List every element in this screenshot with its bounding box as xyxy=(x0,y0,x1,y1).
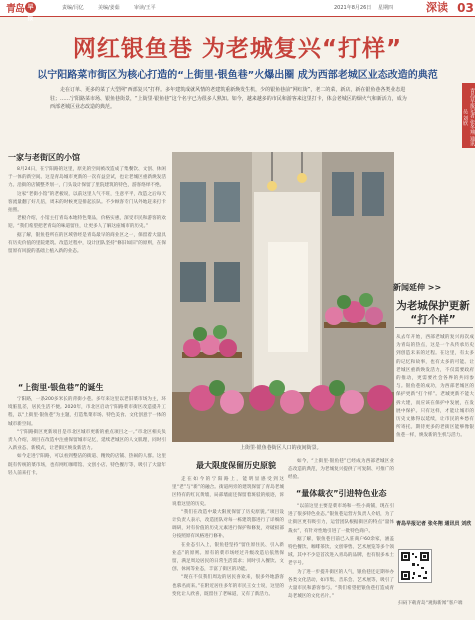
qr-caption: 扫码下载青岛“观海新闻”客户端 xyxy=(398,601,463,606)
article-column-1 xyxy=(8,166,166,366)
section-title-col1: 一家与老街区的小馆 xyxy=(8,153,80,162)
paragraph: 据了解，银鱼巷目前已入驻商户60余家，涵盖特色餐饮、咖啡茶饮、文创零售、艺术展览等多个领域。其中不少是首次进入青岛的品牌，也有很多本土老字号。 xyxy=(288,536,394,567)
paragraph: 据了解，银鱼巷所在的区域曾经是青岛最早的商业区之一，保留着大量具有历史价值的里院建筑。改造过程中，设计团队坚持“修旧如旧”的原则，在保留原有风貌的基础上植入新的业态。 xyxy=(8,232,166,255)
issue-weekday: 星期四 xyxy=(378,5,394,11)
photo-caption: 上街里·银鱼巷街区人口的夜间街景。 xyxy=(240,445,322,451)
page-headline: 网红银鱼巷 为老城复兴“打样” xyxy=(72,36,403,62)
newspaper-logo xyxy=(6,1,36,22)
article-column-1b xyxy=(8,396,166,608)
article-column-2 xyxy=(172,476,284,612)
paragraph: 在业态引入上，银鱼巷坚持“留住原住民、引入新业态”的原则。原有的菜市场经过升级改造后依然保留，满足周边居民的日常生活需求；同时引入餐饮、文创、休闲等业态，丰富了街区的功能。 xyxy=(172,542,284,573)
paragraph: “宁阳路街区更新项目是市北区城市更新的重点项目之一。”市北区相关负责人介绍，项目在改造中注重保留城市记忆，延续老城区的人文肌理，同时引入新业态、新模式，让老街区焕发新活力。 xyxy=(8,429,166,452)
masthead-bar xyxy=(0,0,475,22)
paragraph: 走在如今的宁阳路上，能明显感受到这里“老”与“新”的融合。街道两旁的建筑保留了青岛老城区特有的红瓦黄墙，局部墙面还保留着斑驳的痕迹，诉说着这里的历史。 xyxy=(172,477,284,507)
section-title-col3: “量体裁衣”引进特色业态 xyxy=(296,489,387,498)
editorial-heading-line2: “打个样” xyxy=(410,314,456,326)
editor-credit: 责编/闫亿 xyxy=(62,5,84,11)
section-title-col1b: “上街里·银鱼巷”的诞生 xyxy=(18,383,104,392)
paragraph: 如今走进宁阳路，可以看到整洁的街道、精致的店铺、热闹的人群。这里既有传统的菜市场，也有网红咖啡馆、文创小店、特色餐厅等，吸引了大量年轻人前来打卡。 xyxy=(8,454,166,476)
page-number: 03 xyxy=(457,1,474,15)
street-photo-illustration xyxy=(172,152,394,442)
paragraph: 为了进一步提升街区的人气，银鱼巷还定期举办各类文化活动，如市集、音乐会、艺术展等，吸引了大量市民和游客参与。“我们希望把银鱼巷打造成青岛老城区的文化名片。” xyxy=(288,569,394,600)
page-subhead: 以宁阳路菜市街区为核心打造的“上街里·银鱼巷”火爆出圈 成为西部老城区业态改造的典范 xyxy=(37,70,438,81)
lead-paragraph: 走在订单、更多的菜了大型网“西部复兴”打样。多年建筑成就风情的老建筑重新焕发生机，少的银鱼巷前“网红街”，老二的菜，新店，新在银鱼巷各类业态进驻；……宁阳路菜市场、银鱼巷街景，“上街里·银鱼巷”这个名字已为很多人熟知。如今，越来越多的市民和游客来这里打卡，体会老城区的烟火气和新活力，成为西部老城区业态改造的典范。 xyxy=(50,87,407,111)
editorial-heading-line1: 为老城保护更新 xyxy=(396,300,470,312)
paragraph: 8月24日，在宁阳路的这里，原先的空间被改造成了集餐饮、文创、休闲于一体的新空间。这是青岛城市更新的一次有益尝试，也让老城区重新焕发活力。沿街的店铺整齐划一，门头设计保留了里院建筑的特色，游客络绎不绝。 xyxy=(8,167,166,189)
editorial-tag: 新闻延伸 >> xyxy=(393,283,442,292)
paragraph: 宁阳路，一条200多米长的背街小巷。多年来这里以老旧菜市场为主，环境脏乱差，居民生活不便。2020年，市北区启动宁阳路菜市街区改造提升工程，以“上街里·银鱼巷”为主题，打造集菜市场、特色美食、文化创意于一体的城市新空间。 xyxy=(8,397,166,427)
side-strip: 青岛早报记者 张冬翔 通讯员 刘欣 xyxy=(462,83,475,148)
logo-text: 青岛 xyxy=(6,4,24,15)
paragraph: 老板介绍，小馆主打青岛本地特色菜品，价格实惠，深受市民和游客的欢迎。“我们希望把老青岛的味道留住，让更多人了解这座城市的历史。” xyxy=(8,216,166,230)
article-column-3 xyxy=(288,503,394,611)
qr-code[interactable] xyxy=(398,549,432,583)
street-photo xyxy=(172,152,394,442)
designer-credit: 美编/姜茹 xyxy=(98,5,120,11)
divider xyxy=(395,327,473,328)
qr-code-icon xyxy=(399,550,431,582)
paragraph: “现在不仅我们周边的居民喜欢来，很多外地游客也慕名而来。”在附近居住多年的市民王女士说，这里的变化让人欣喜，既留住了老味道，又有了新活力。 xyxy=(172,575,284,597)
article-column-3-top xyxy=(288,458,394,486)
section-title-col2: 最大限度保留历史原貌 xyxy=(196,461,276,470)
editorial-signature: 青岛早报记者 张冬翔 通讯员 刘欣 xyxy=(396,521,472,527)
logo-badge: 早报 xyxy=(25,2,36,13)
paragraph: 这家“老街小馆”的老板说，以前这里人气不旺，生意平平，改造之后每天客流量翻了好几倍，周末的时候更是排起长队。不少顾客专门从外地赶来打卡拍照。 xyxy=(8,191,166,214)
paragraph: “以前这里主要是菜市场和一些小商铺，现在引进了很多特色业态。”银鱼巷运营方负责人介绍，为了让街区更有吸引力，运营团队根据街区的特点“量体裁衣”，有针对性地引进了一批特色商户。 xyxy=(288,504,394,534)
issue-date: 2021年8月26日 xyxy=(334,5,372,11)
paragraph: “我们在改造中最大限度保留了历史原貌。”项目设计负责人表示，改造团队对每一栋建筑都进行了详细的调研，对有价值的历史元素进行保护和修复，对破损部分按照原有风格进行修补。 xyxy=(172,509,284,540)
proofreader-credit: 审读/王平 xyxy=(134,5,156,11)
paragraph: 如今，“上街里·银鱼巷”已经成为西部老城区业态改造的典范，为老城复兴提供了可复制、可推广的经验。 xyxy=(288,459,394,481)
editorial-body: 从去年开始，西部老城的复兴再次成为青岛的热点，这是一个从传承历史到创造未来的过程。在这里，有太多的记忆和故事，也有太多的可能。让老城区重新焕发活力，不仅需要政府的推动，更需要社会各界的共同参与。银鱼巷的成功，为西部老城区的保护更新“打个样”。老城更新不能大拆大建，而应该在保护中发展，在发展中保护。只有这样，才能让城市的历史文脉得以延续，让市民的乡愁有所寄托。期待更多的老街区能够像银鱼巷一样，焕发新的生机与活力。 xyxy=(396,335,474,439)
section-name: 深读 xyxy=(426,1,448,14)
